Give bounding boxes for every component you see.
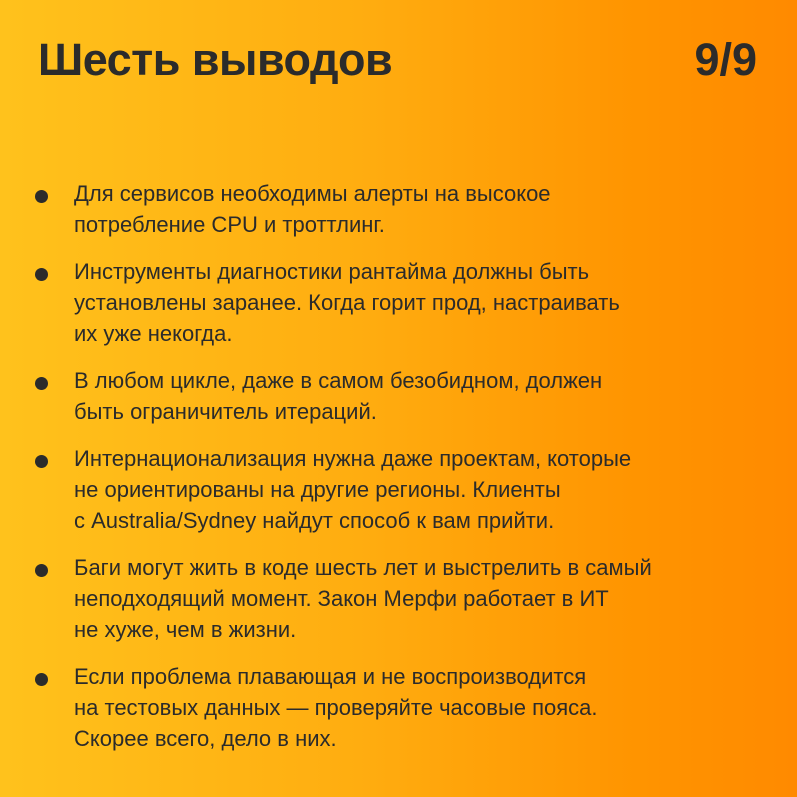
list-item xyxy=(34,365,764,427)
conclusions-list xyxy=(34,178,764,770)
page-counter: 9/9 xyxy=(694,34,757,85)
list-item xyxy=(34,443,764,536)
bullet-icon xyxy=(35,564,48,577)
list-item-text: Интернационализация нужна даже проектам, которые не ориентированы на другие регионы. Клиенты с Australia/Sydney найдут способ к вам прийти. xyxy=(74,446,632,533)
bullet-icon xyxy=(35,455,48,468)
bullet-icon xyxy=(35,190,48,203)
list-item-text: Баги могут жить в коде шесть лет и выстрелить в самый неподходящий момент. Закон Мерфи работает в ИТ не хуже, чем в жизни. xyxy=(74,555,652,642)
list-item xyxy=(34,178,764,240)
list-item xyxy=(34,661,764,754)
list-item-text: Для сервисов необходимы алерты на высокое потребление CPU и троттлинг. xyxy=(74,181,551,237)
bullet-icon xyxy=(35,673,48,686)
bullet-icon xyxy=(35,377,48,390)
list-item-text: Инструменты диагностики рантайма должны быть установлены заранее. Когда горит прод, настраивать их уже некогда. xyxy=(74,259,620,346)
slide-title: Шесть выводов xyxy=(38,34,393,85)
list-item-text: В любом цикле, даже в самом безобидном, должен быть ограничитель итераций. xyxy=(74,368,603,424)
list-item-text: Если проблема плавающая и не воспроизводится на тестовых данных — проверяйте часовые пояса. Скорее всего, дело в них. xyxy=(74,664,598,751)
bullet-icon xyxy=(35,268,48,281)
list-item xyxy=(34,552,764,645)
list-item xyxy=(34,256,764,349)
